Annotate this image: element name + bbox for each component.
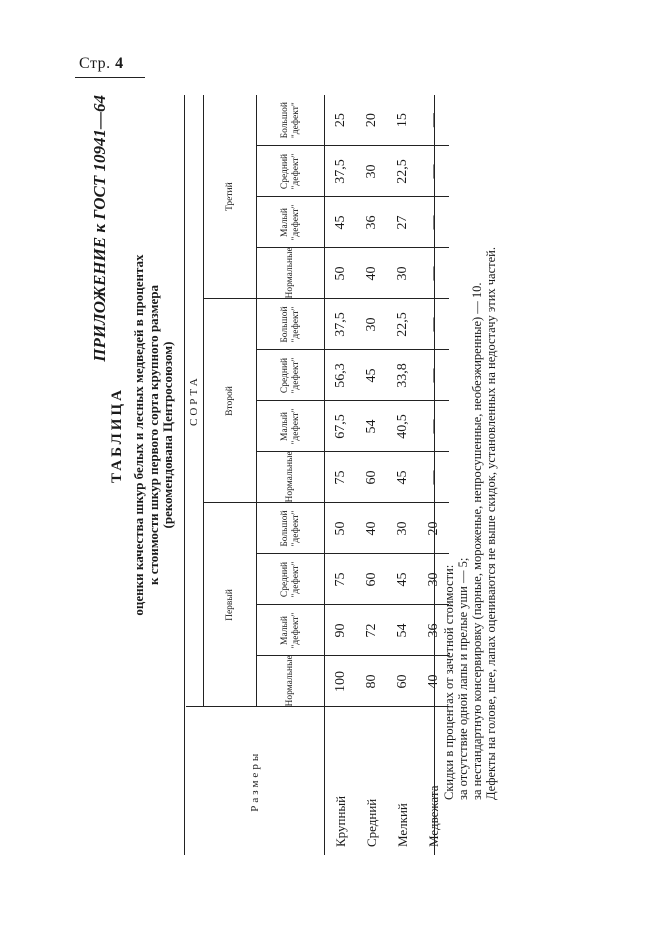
table-top-rule xyxy=(184,95,185,855)
page-number: 4 xyxy=(115,55,124,72)
value-cell: — xyxy=(418,248,449,299)
page-label: Стр. xyxy=(79,55,111,72)
sorta-header: СОРТА xyxy=(186,95,204,707)
column-header: Большой "дефект" xyxy=(257,95,325,146)
size-cell: Мелкий xyxy=(387,707,418,855)
value-cell: 45 xyxy=(325,197,357,248)
value-cell: 60 xyxy=(394,674,410,689)
value-cell: 20 xyxy=(356,95,387,146)
table-subtitle xyxy=(132,135,176,735)
value-cell: 36 xyxy=(356,197,387,248)
column-header: Средний "дефект" xyxy=(257,554,325,605)
value-cell: 56,3 xyxy=(325,350,357,401)
value-cell: 54 xyxy=(387,605,418,656)
footnote-line: Скидки в процентах от зачетной стоимости: xyxy=(442,564,456,800)
value-cell: 45 xyxy=(356,350,387,401)
size-cell: Медвежата xyxy=(418,707,449,855)
column-header: Нормальные xyxy=(257,452,325,503)
page-header xyxy=(79,55,143,73)
column-header: Нормальные xyxy=(257,656,325,707)
value-cell: 72 xyxy=(356,605,387,656)
value-cell: 75 xyxy=(325,554,357,605)
column-header: Нормальные xyxy=(257,248,325,299)
value-cell: 30 xyxy=(418,554,449,605)
value-cell: 67,5 xyxy=(325,401,357,452)
value-cell: 37,5 xyxy=(325,146,357,197)
value-cell: 22,5 xyxy=(387,146,418,197)
value-cell: 30 xyxy=(356,146,387,197)
grade-header-first: Первый xyxy=(204,503,257,707)
value-cell: 15 xyxy=(387,95,418,146)
value-cell: 40 xyxy=(356,503,387,554)
value-cell: 60 xyxy=(356,452,387,503)
value-cell: 30 xyxy=(387,503,418,554)
grade-table xyxy=(186,95,449,855)
grade-header-third: Третий xyxy=(204,95,257,299)
value-cell: 45 xyxy=(387,452,418,503)
value-cell: — xyxy=(418,146,449,197)
table-row xyxy=(356,95,387,855)
column-header: Малый "дефект" xyxy=(257,197,325,248)
size-cell: Средний xyxy=(356,707,387,855)
value-cell: 50 xyxy=(325,248,357,299)
value-cell: 25 xyxy=(325,95,357,146)
table-bottom-rule xyxy=(434,95,435,855)
value-cell: 75 xyxy=(325,452,357,503)
value-cell: 40 xyxy=(356,248,387,299)
value-cell: 22,5 xyxy=(387,299,418,350)
rotated-content xyxy=(90,95,560,855)
footnote-line: Дефекты на голове, шее, лапах оцениваются не выше скидок, установленных на недостачу этих частей. xyxy=(484,247,498,800)
value-cell: 50 xyxy=(325,503,357,554)
subtitle-line: к стоимости шкур первого сорта крупного размера xyxy=(145,285,161,585)
value-cell: 45 xyxy=(387,554,418,605)
column-header: Средний "дефект" xyxy=(257,350,325,401)
value-cell: 40,5 xyxy=(387,401,418,452)
grade-header-second: Второй xyxy=(204,299,257,503)
value-cell: — xyxy=(418,350,449,401)
value-cell: 30 xyxy=(356,299,387,350)
value-cell: 90 xyxy=(325,605,357,656)
value-cell: 33,8 xyxy=(387,350,418,401)
subtitle-line: оценки качества шкур белых и лесных медведей в процентах xyxy=(131,254,146,616)
value-cell: — xyxy=(418,452,449,503)
size-column-header: Размеры xyxy=(186,707,325,855)
value-cell: 60 xyxy=(356,554,387,605)
value-cell: 54 xyxy=(356,401,387,452)
value-cell: 100 xyxy=(332,671,348,692)
size-cell: Крупный xyxy=(325,707,357,855)
subtitle-line: (рекомендована Центросоюзом) xyxy=(160,341,175,529)
table-row xyxy=(325,95,357,855)
footnote-line: за нестандартную консервировку (парные, мороженые, непросушенные, необезжиренные) — 10. xyxy=(470,282,484,800)
footnote-line: за отсутствие одной лапы и прелые уши — 5; xyxy=(456,557,470,800)
appendix-title: ПРИЛОЖЕНИЕ к ГОСТ 10941—64 xyxy=(90,95,109,362)
value-cell: 80 xyxy=(363,674,379,689)
value-cell: 36 xyxy=(418,605,449,656)
header-rule xyxy=(75,77,145,78)
table-title: ТАБЛИЦА xyxy=(109,387,125,483)
value-cell: 20 xyxy=(418,503,449,554)
column-header: Большой "дефект" xyxy=(257,503,325,554)
value-cell: 30 xyxy=(387,248,418,299)
value-cell: 27 xyxy=(387,197,418,248)
column-header: Большой "дефект" xyxy=(257,299,325,350)
table-row xyxy=(387,95,418,855)
value-cell: — xyxy=(418,401,449,452)
value-cell: 37,5 xyxy=(325,299,357,350)
table-body xyxy=(325,95,450,855)
column-header: Малый "дефект" xyxy=(257,605,325,656)
value-cell: 40 xyxy=(425,674,441,689)
column-header: Средний "дефект" xyxy=(257,146,325,197)
value-cell: — xyxy=(418,299,449,350)
footnotes xyxy=(442,100,498,800)
column-header: Малый "дефект" xyxy=(257,401,325,452)
value-cell: — xyxy=(418,197,449,248)
value-cell: — xyxy=(418,95,449,146)
